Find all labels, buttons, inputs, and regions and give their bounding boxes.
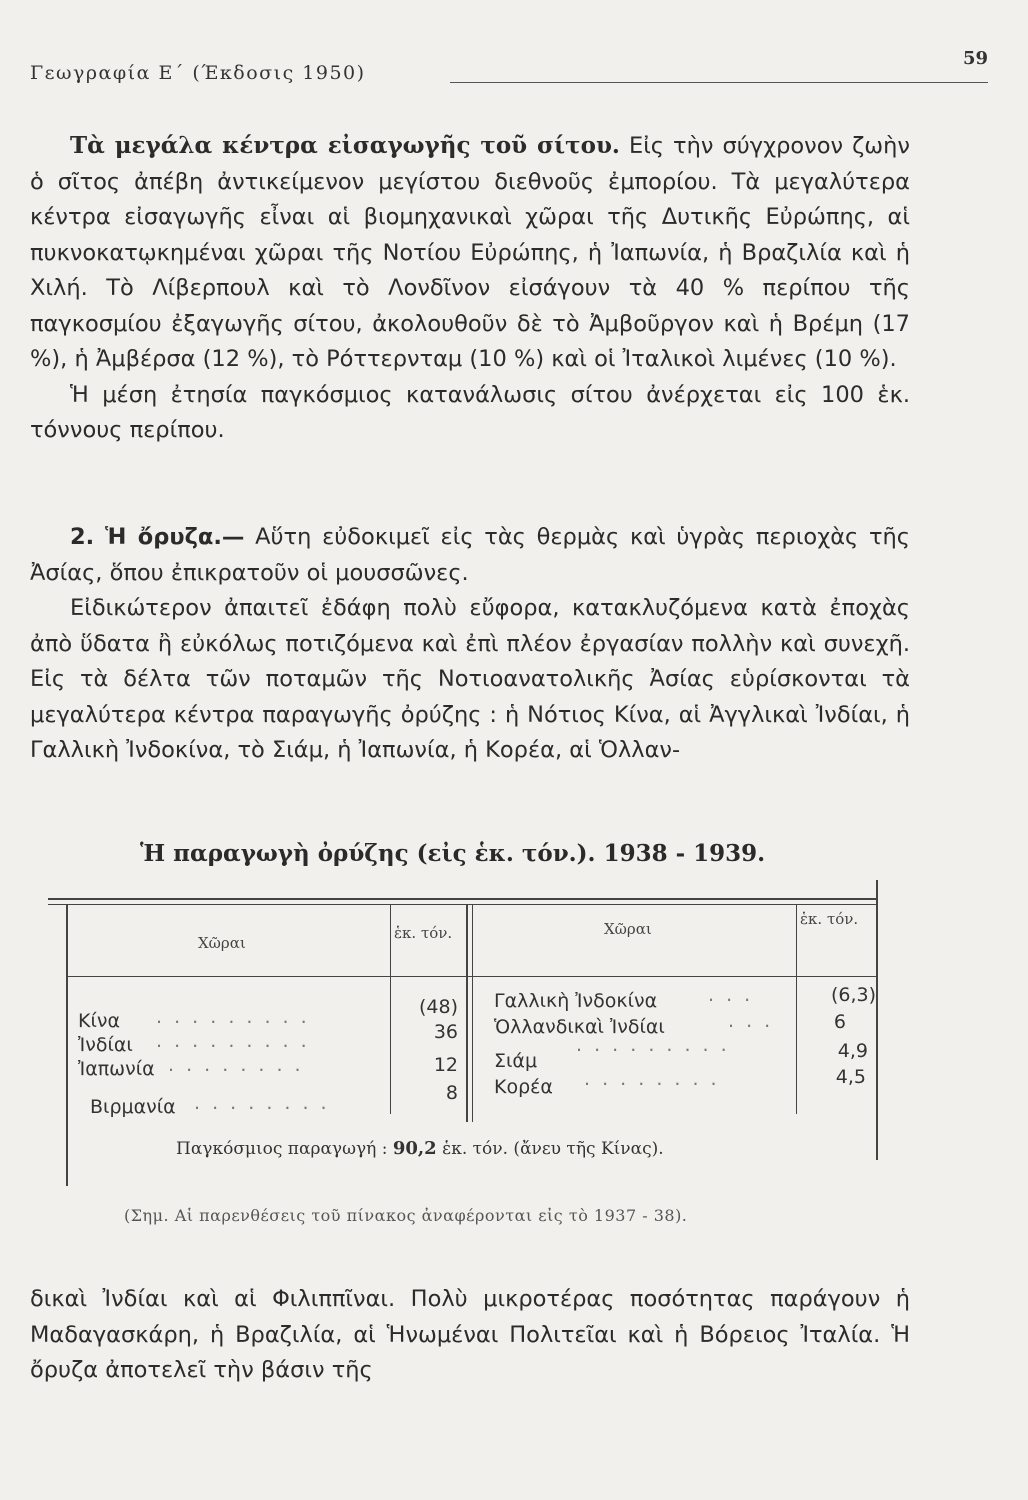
table-row-country: Γαλλικὴ Ἰνδοκίνα — [494, 990, 658, 1012]
table-footnote: (Σημ. Αἱ παρενθέσεις τοῦ πίνακος ἀναφέρονται εἰς τὸ 1937 - 38). — [124, 1206, 688, 1225]
leader-dots: . . . . . . . . . — [156, 1006, 310, 1028]
paragraph: δικαὶ Ἰνδίαι καὶ αἱ Φιλιππῖναι. Πολὺ μικροτέρας ποσότητας παράγουν ἡ Μαδαγασκάρη, ἡ Βραζιλία, αἱ Ἡνωμέναι Πολιτεῖαι καὶ ἡ Βόρειος Ἰταλία. Ἡ ὄρυζα ἀποτελεῖ τὴν βάσιν τῆς — [30, 1286, 910, 1383]
section-wheat-imports — [30, 128, 910, 449]
section-heading: Ἡ ὄρυζα.— — [104, 524, 245, 550]
running-title: Γεωγραφία Ε΄ (Έκδοσις 1950) — [30, 62, 366, 84]
table-row-value: (48) — [418, 996, 458, 1018]
leader-dots: . . . . . . . . . — [156, 1030, 310, 1052]
table-left-border — [66, 904, 68, 1186]
table-row-value: 4,9 — [837, 1040, 868, 1062]
table-right-border — [876, 880, 878, 1160]
running-header — [30, 48, 988, 94]
table-row-country: Ἰνδίαι — [78, 1034, 133, 1056]
paragraph: Ἡ μέση ἐτησία παγκόσμιος κατανάλωσις σίτου ἀνέρχεται εἰς 100 ἑκ. τόννους περίπου. — [30, 381, 910, 443]
section-rice-continued — [30, 1282, 910, 1389]
world-production-label: Παγκόσμιος παραγωγή : — [176, 1139, 388, 1159]
paragraph — [30, 520, 910, 591]
paragraph-text: Αὕτη εὐδοκιμεῖ εἰς τὰς θερμὰς καὶ ὑγρὰς περιοχὰς τῆς Ἀσίας, ὅπου ἐπικρατοῦν οἱ μουσσῶνες. — [30, 524, 910, 586]
table-row-value: 8 — [445, 1082, 458, 1104]
table-row-value: 36 — [433, 1021, 458, 1043]
world-production-suffix: ἑκ. τόν. (ἄνευ τῆς Κίνας). — [442, 1139, 664, 1159]
table-row-country: Κορέα — [494, 1076, 553, 1098]
table-mid-divider — [466, 904, 468, 1122]
leader-dots: . . . — [708, 984, 754, 1006]
leader-dots: . . . . . . . . — [194, 1092, 330, 1114]
table-row-value: 6 — [833, 1011, 846, 1033]
table-col-divider-left — [390, 904, 391, 1114]
section-heading: Τὰ μεγάλα κέντρα εἰσαγωγῆς τοῦ σίτου. — [70, 132, 620, 159]
table-row-country: Σιάμ — [494, 1050, 538, 1072]
paragraph: Εἰδικώτερον ἀπαιτεῖ ἐδάφη πολὺ εὔφορα, κατακλυζόμενα κατὰ ἐποχὰς ἀπὸ ὕδατα ἢ εὐκόλως ποτιζόμενα καὶ ἐπὶ πλέον ἐργασίαν πολλὴν καὶ συνεχῆ. Εἰς τὰ δέλτα τῶν ποταμῶν τῆς Νοτιοανατολικῆς Ἀσίας εὑρίσκονται τὰ μεγαλύτερα κέντρα παραγωγῆς ὀρύζης : ἡ Νότιος Κίνα, αἱ Ἀγγλικαὶ Ἰνδίαι, ἡ Γαλλικὴ Ἰνδοκίνα, τὸ Σιάμ, ἡ Ἰαπωνία, ἡ Κορέα, αἱ Ὁλλαν- — [30, 595, 910, 763]
leader-dots: . . . . . . . . . — [576, 1034, 730, 1056]
table-row-country: Βιρμανία — [90, 1096, 176, 1118]
leader-dots: . . . . . . . . — [584, 1068, 720, 1090]
column-header-country-right: Χῶραι — [604, 920, 652, 938]
table-top-rule-thin — [48, 904, 878, 905]
table-row-country: Ἰαπωνία — [78, 1058, 155, 1080]
paragraph — [30, 128, 910, 378]
table-row-country: Κίνα — [78, 1010, 121, 1032]
table-row-value: (6,3) — [830, 984, 876, 1006]
column-header-value-left: ἑκ. τόν. — [394, 924, 453, 942]
table-mid-divider-2 — [472, 904, 473, 1122]
page-number: 59 — [962, 48, 988, 69]
paragraph-text: Εἰς τὴν σύγχρονον ζωὴν ὁ σῖτος ἀπέβη ἀντικείμενον μεγίστου διεθνοῦς ἐμπορίου. Τὰ μεγαλύτερα κέντρα εἰσαγωγῆς εἶναι αἱ βιομηχανικαὶ χῶραι τῆς Δυτικῆς Εὐρώπης, αἱ πυκνοκατῳκημέναι χῶραι τῆς Νοτίου Εὐρώπης, ἡ Ἰαπωνία, ἡ Βραζιλία καὶ ἡ Χιλή. Τὸ Λίβερπουλ καὶ τὸ Λονδῖνον εἰσάγουν τὰ 40 % περίπου τῆς παγκοσμίου ἐξαγωγῆς σίτου, ἀκολουθοῦν δὲ τὸ Ἀμβοῦργον καὶ ἡ Βρέμη (17 %), ἡ Ἀμβέρσα (12 %), τὸ Ρόττερνταμ (10 %) καὶ οἱ Ἰταλικοὶ λιμένες (10 %). — [30, 133, 910, 372]
table-header-rule — [68, 976, 876, 977]
leader-dots: . . . . . . . . — [168, 1054, 304, 1076]
rice-production-table — [48, 898, 878, 1190]
section-rice — [30, 520, 910, 769]
section-number: 2. — [70, 524, 95, 550]
leader-dots: . . . — [728, 1010, 774, 1032]
header-rule — [450, 82, 988, 83]
world-production-value: 90,2 — [392, 1138, 437, 1159]
column-header-value-right: ἑκ. τόν. — [800, 910, 859, 928]
table-row-value: 4,5 — [835, 1066, 866, 1088]
world-production-total — [176, 1138, 664, 1159]
table-col-divider-right — [796, 904, 797, 1114]
table-title: Ἡ παραγωγὴ ὀρύζης (εἰς ἑκ. τόν.). 1938 - 1939. — [140, 840, 766, 867]
table-row-country: Ὁλλανδικαὶ Ἰνδίαι — [494, 1016, 665, 1038]
table-top-rule — [48, 898, 878, 900]
table-row-value: 12 — [433, 1054, 458, 1076]
column-header-country-left: Χῶραι — [198, 934, 246, 952]
